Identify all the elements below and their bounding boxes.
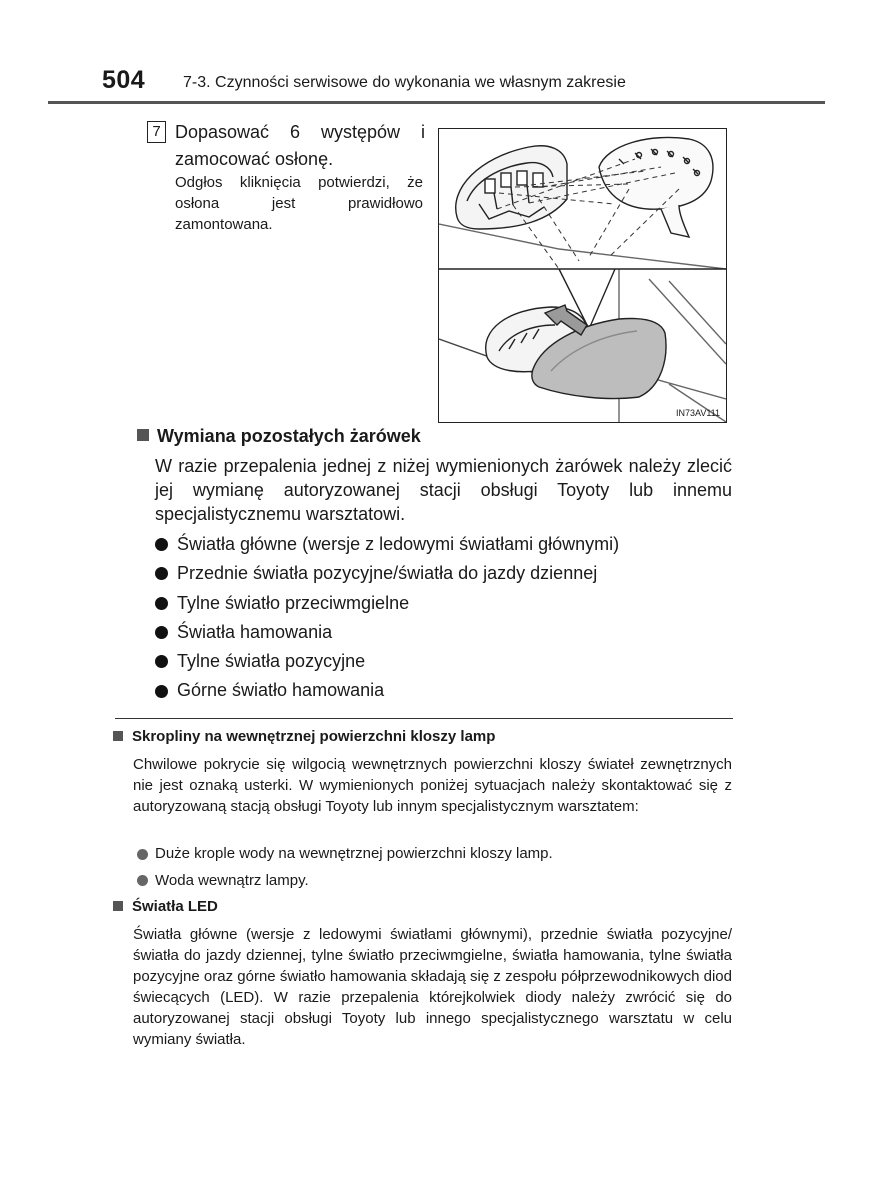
bullet-icon <box>155 597 168 610</box>
square-bullet-icon <box>113 901 123 911</box>
note-body: Chwilowe pokrycie się wilgocią wewnętrznych powierzchni kloszy świateł zewnętrznych nie jest oznaką usterki. W wymienionych poniżej sytuacjach należy skontaktować się z autoryzowaną stacją obsługi Toyoty lub innym specjalistycznym warsztatem: <box>133 756 732 815</box>
bullet-icon <box>137 875 148 886</box>
step-number-box: 7 <box>147 121 166 143</box>
list-item: Światła główne (wersje z ledowymi światłami głównymi) <box>155 530 619 559</box>
note-heading <box>113 728 495 745</box>
step-note: Odgłos kliknięcia potwierdzi, że osłona jest prawidłowo zamontowana. <box>175 174 423 233</box>
note-body: Światła główne (wersje z ledowymi światłami głównymi), przednie światła pozycyjne/światła do jazdy dziennej, tylne światło przeciwmgielne, światła hamowania, tylne światła pozycyjne oraz górne światło hamowania składają się z zespołu półprzewodnikowych diod świecących (LED). W razie przepalenia którejkolwiek diody należy zwrócić się do autoryzowanej stacji obsługi Toyoty lub innego specjalistycznego warsztatu w celu wymiany światła. <box>133 926 732 1048</box>
note-title: Światła LED <box>132 898 218 915</box>
section-body: W razie przepalenia jednej z niżej wymienionych żarówek należy zlecić jej wymianę autoryzowanej stacji obsługi Toyoty lub innemu specjalistycznemu warsztatowi. <box>155 456 732 524</box>
section-heading <box>137 426 421 447</box>
note-title: Skropliny na wewnętrznej powierzchni kloszy lamp <box>132 728 496 745</box>
list-item: Tylne światła pozycyjne <box>155 647 619 676</box>
list-item: Światła hamowania <box>155 618 619 647</box>
bullet-icon <box>137 849 148 860</box>
chapter-title: 7-3. Czynności serwisowe do wykonania we własnym zakresie <box>183 74 626 91</box>
list-item: Przednie światła pozycyjne/światła do jazdy dziennej <box>155 559 619 588</box>
bullet-icon <box>155 567 168 580</box>
square-bullet-icon <box>137 429 149 441</box>
list-item: Tylne światło przeciwmgielne <box>155 589 619 618</box>
figure-code: IN73AV111 <box>675 408 720 418</box>
list-item: Górne światło hamowania <box>155 676 619 705</box>
step-instruction: Dopasować 6 występów i zamocować osłonę. <box>175 122 425 169</box>
note-heading <box>113 898 218 915</box>
square-bullet-icon <box>113 731 123 741</box>
header-rule <box>48 101 825 104</box>
mirror-cover-illustration <box>438 128 727 423</box>
page-number: 504 <box>102 66 146 94</box>
bullet-icon <box>155 626 168 639</box>
bulb-list <box>155 530 619 706</box>
section-divider <box>115 718 733 719</box>
bullet-icon <box>155 655 168 668</box>
note-list <box>137 841 553 894</box>
list-item: Duże krople wody na wewnętrznej powierzchni kloszy lamp. <box>137 841 553 868</box>
list-item: Woda wewnątrz lampy. <box>137 868 553 895</box>
mirror-cover-drawing <box>439 129 726 422</box>
bullet-icon <box>155 685 168 698</box>
bullet-icon <box>155 538 168 551</box>
section-title: Wymiana pozostałych żarówek <box>157 426 421 446</box>
